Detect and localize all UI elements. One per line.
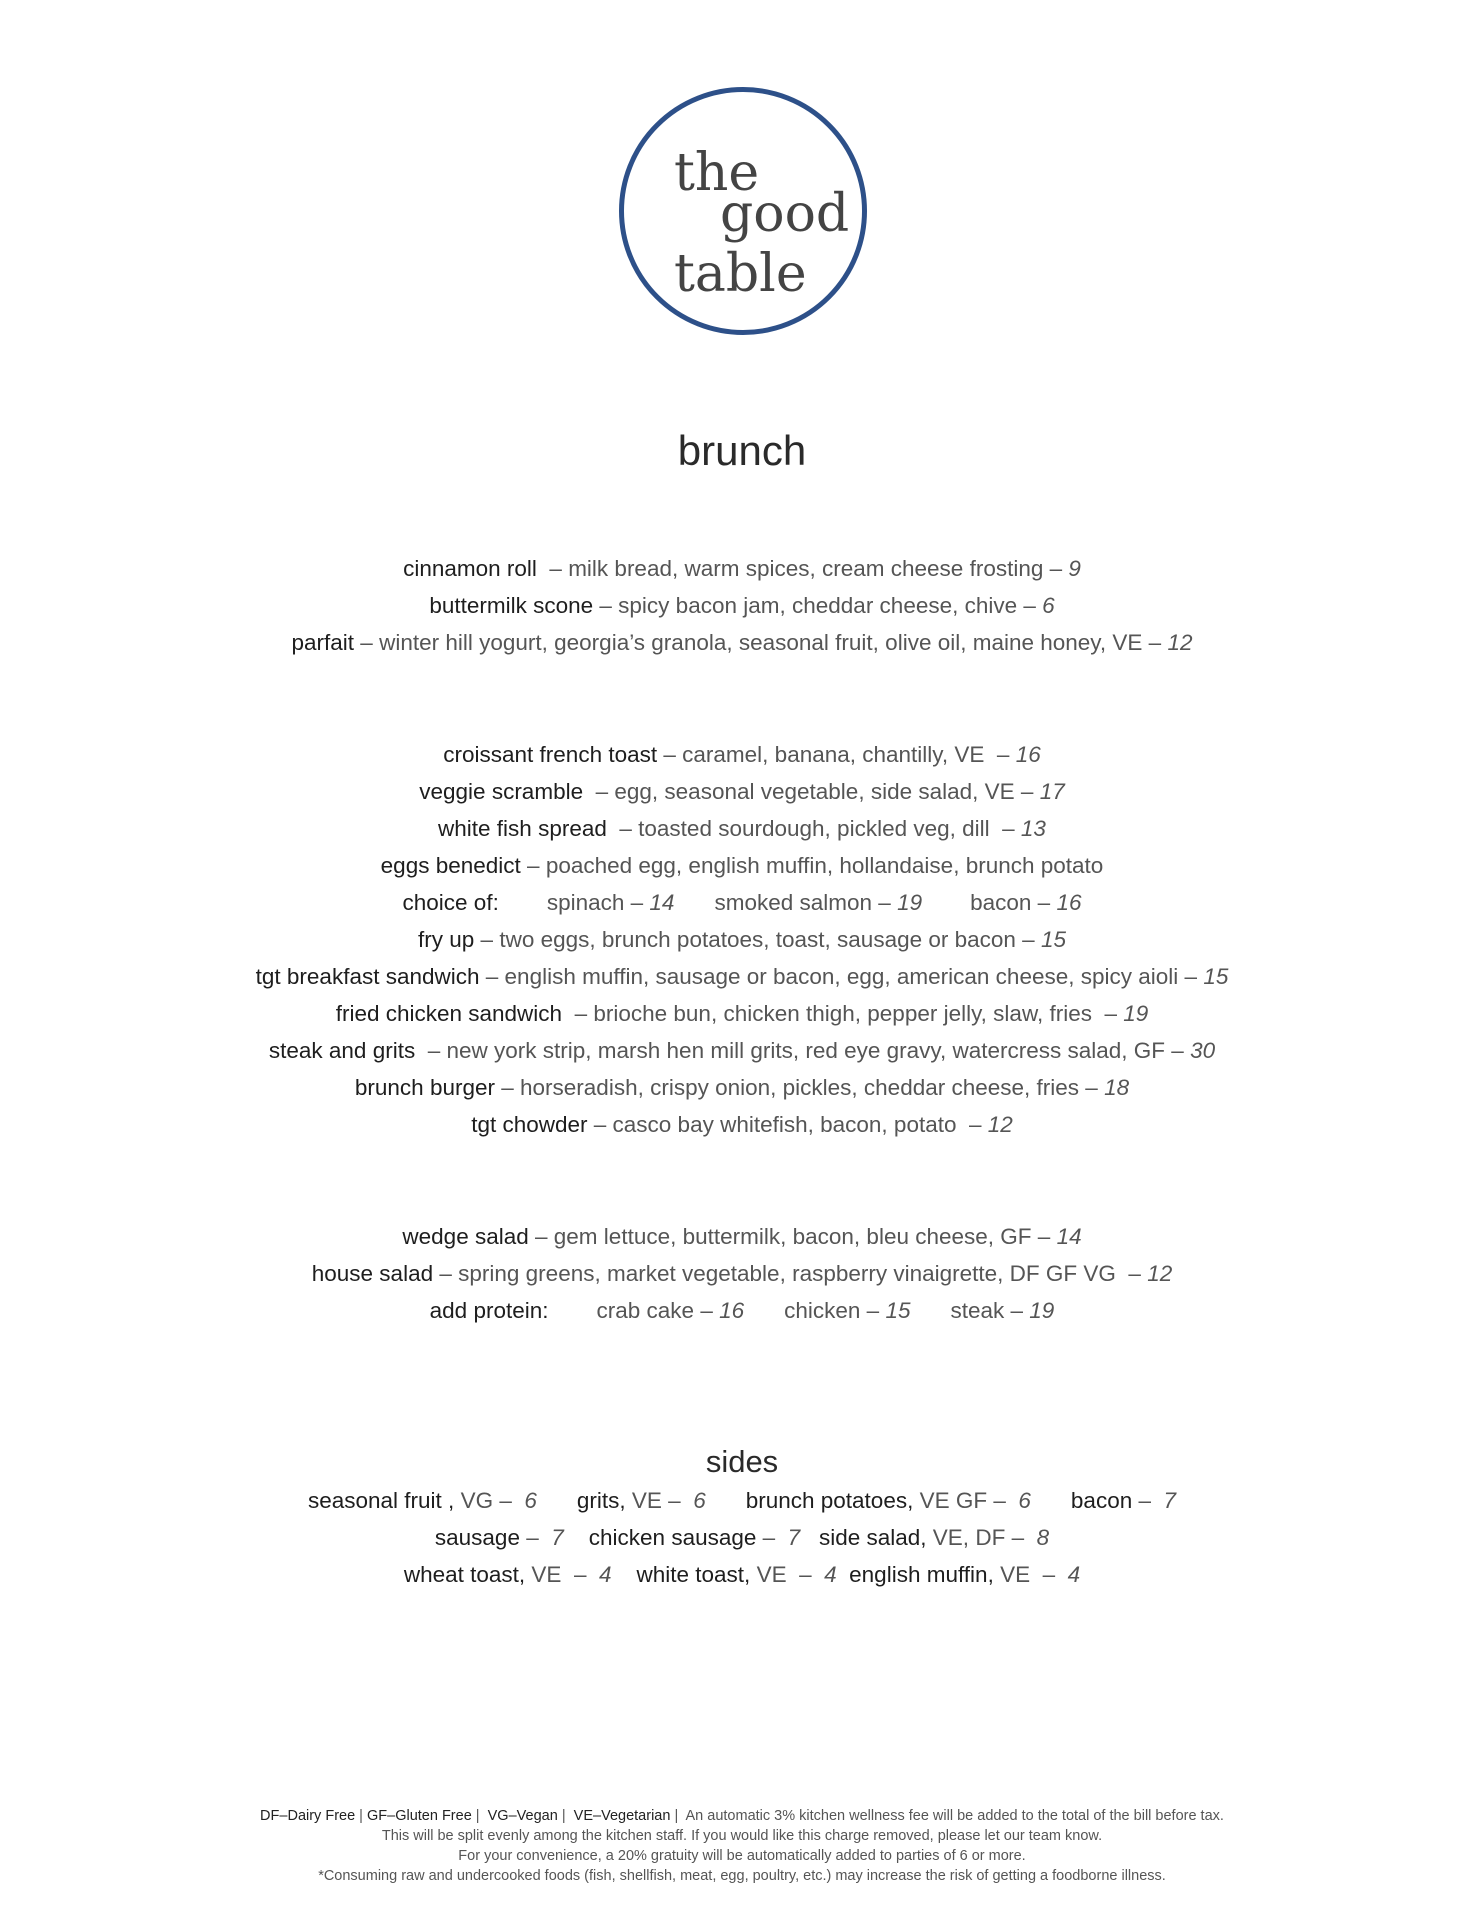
benedict-choice-label: choice of: bbox=[402, 890, 499, 915]
menu-item-fried-chicken-sandwich: fried chicken sandwich – brioche bun, chicken thigh, pepper jelly, slaw, fries – 19 bbox=[335, 1001, 1149, 1026]
logo-word-the: the bbox=[674, 143, 760, 203]
sides-title: sides bbox=[705, 1444, 779, 1479]
protein-option: steak – 19 bbox=[950, 1298, 1055, 1323]
menu-item-brunch-burger: brunch burger – horseradish, crispy onion, pickles, cheddar cheese, fries – 18 bbox=[354, 1075, 1130, 1100]
choice-option: bacon – 16 bbox=[970, 890, 1082, 915]
menu-item-parfait: parfait – winter hill yogurt, georgia’s granola, seasonal fruit, olive oil, maine honey, VE – 12 bbox=[291, 630, 1193, 655]
fee-notice-continued: This will be split evenly among the kitchen staff. If you would like this charge removed, please let our team know. bbox=[381, 1828, 1103, 1844]
menu-item-steak-and-grits: steak and grits – new york strip, marsh hen mill grits, red eye gravy, watercress salad, GF – 30 bbox=[268, 1038, 1216, 1063]
gratuity-notice: For your convenience, a 20% gratuity will be automatically added to parties of 6 or more. bbox=[458, 1848, 1026, 1864]
sides-row-2 bbox=[0, 1524, 1484, 1552]
side-item: brunch potatoes, VE GF – 6 bbox=[745, 1488, 1031, 1513]
side-item: seasonal fruit , VG – 6 bbox=[307, 1488, 537, 1513]
menu-item-cinnamon-roll: cinnamon roll – milk bread, warm spices, cream cheese frosting – 9 bbox=[403, 556, 1081, 581]
side-item: grits, VE – 6 bbox=[576, 1488, 706, 1513]
food-safety-warning: *Consuming raw and undercooked foods (fish, shellfish, meat, egg, poultry, etc.) may increase the risk of getting a foodborne illness. bbox=[318, 1868, 1166, 1884]
menu-item-croissant-french-toast: croissant french toast – caramel, banana, chantilly, VE – 16 bbox=[443, 742, 1041, 767]
brunch-title: brunch bbox=[677, 427, 807, 474]
menu-item-fry-up: fry up – two eggs, brunch potatoes, toast, sausage or bacon – 15 bbox=[418, 927, 1066, 952]
side-item: wheat toast, VE – 4 bbox=[403, 1562, 612, 1587]
side-item: bacon – 7 bbox=[1070, 1488, 1177, 1513]
menu-item-wedge-salad: wedge salad – gem lettuce, buttermilk, bacon, bleu cheese, GF – 14 bbox=[402, 1224, 1082, 1249]
add-protein-row bbox=[0, 1297, 1484, 1325]
side-item: chicken sausage – 7 bbox=[588, 1525, 801, 1550]
protein-option: crab cake – 16 bbox=[596, 1298, 745, 1323]
side-item: sausage – 7 bbox=[434, 1525, 564, 1550]
logo-word-table: table bbox=[674, 244, 807, 304]
legend-gf: GF–Gluten Free bbox=[366, 1808, 472, 1824]
legend-ve: VE–Vegetarian bbox=[573, 1808, 671, 1824]
protein-option: chicken – 15 bbox=[784, 1298, 911, 1323]
footer-legend-line: DF–Dairy Free | GF–Gluten Free | VG–Vegan | VE–Vegetarian | An automatic 3% kitchen wellness fee will be added to the total of the bill before tax. bbox=[260, 1808, 1224, 1824]
benedict-choice-row bbox=[0, 889, 1484, 917]
menu-item-tgt-chowder: tgt chowder – casco bay whitefish, bacon, potato – 12 bbox=[471, 1112, 1013, 1137]
fee-notice: An automatic 3% kitchen wellness fee will be added to the total of the bill before tax. bbox=[685, 1808, 1224, 1824]
menu-item-veggie-scramble: veggie scramble – egg, seasonal vegetable, side salad, VE – 17 bbox=[419, 779, 1065, 804]
menu-item-house-salad: house salad – spring greens, market vegetable, raspberry vinaigrette, DF GF VG – 12 bbox=[311, 1261, 1173, 1286]
menu-item-eggs-benedict: eggs benedict – poached egg, english muffin, hollandaise, brunch potato bbox=[380, 853, 1104, 878]
side-item: white toast, VE – 4 bbox=[636, 1562, 837, 1587]
legend-df: DF–Dairy Free bbox=[260, 1808, 356, 1824]
menu-item-tgt-breakfast-sandwich: tgt breakfast sandwich – english muffin, sausage or bacon, egg, american cheese, spicy aioli – 15 bbox=[255, 964, 1229, 989]
sides-row-3 bbox=[0, 1561, 1484, 1589]
choice-option: smoked salmon – 19 bbox=[714, 890, 923, 915]
menu-item-white-fish-spread: white fish spread – toasted sourdough, pickled veg, dill – 13 bbox=[438, 816, 1046, 841]
sides-row-1 bbox=[0, 1487, 1484, 1515]
restaurant-logo bbox=[619, 87, 867, 335]
legend-vg: VG–Vegan bbox=[487, 1808, 558, 1824]
logo-word-good: good bbox=[720, 184, 850, 244]
choice-option: spinach – 14 bbox=[546, 890, 675, 915]
add-protein-label: add protein: bbox=[429, 1298, 549, 1323]
menu-item-buttermilk-scone: buttermilk scone – spicy bacon jam, cheddar cheese, chive – 6 bbox=[429, 593, 1055, 618]
side-item: english muffin, VE – 4 bbox=[849, 1562, 1081, 1587]
side-item: side salad, VE, DF – 8 bbox=[818, 1525, 1050, 1550]
